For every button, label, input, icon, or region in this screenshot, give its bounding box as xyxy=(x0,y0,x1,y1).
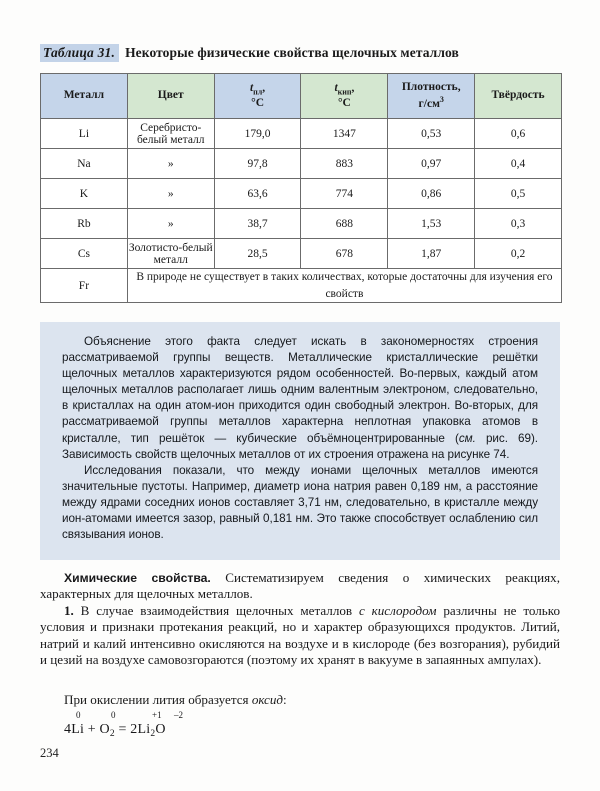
header-metal: Металл xyxy=(41,74,128,119)
explanation-paragraph-1 xyxy=(40,322,560,463)
explanation-p1-emphasis: см. xyxy=(458,431,476,445)
equation-intro-part-a: При окислении лития образуется xyxy=(64,692,252,707)
table-caption-text: Некоторые физические свойства щелочных металлов xyxy=(125,45,459,60)
cell-metal: Rb xyxy=(41,209,128,239)
header-melting-unit: °C xyxy=(251,96,265,109)
cell-melting-point: 179,0 xyxy=(214,119,301,149)
header-boiling-unit: °C xyxy=(337,96,351,109)
cell-metal: K xyxy=(41,179,128,209)
properties-table-wrapper xyxy=(40,73,562,303)
table-caption-label: Таблица 31. xyxy=(40,44,119,62)
cell-availability-note: В природе не существует в таких количествах, которые достаточны для изучения его свойств xyxy=(127,269,561,303)
header-boiling-point: $t_{кип}$, °C xyxy=(301,74,388,119)
cell-melting-point: 63,6 xyxy=(214,179,301,209)
item-1-part-a: В случае взаимодействия щелочных металлов xyxy=(73,602,359,618)
table-header-row xyxy=(41,74,562,119)
cell-color: » xyxy=(127,149,214,179)
oxidation-state-li-product: +1 xyxy=(152,710,162,720)
explanation-paragraph-2: Исследования показали, что между ионами щелочных металлов имеются значительные пустоты. Например, диаметр иона натрия равен 0,189 нм, а расстояние между ядрами соседних ионов составляет 3,71 нм, следовательно, в кристалле между ион-атомами имеется зазор, равный 0,181 нм. Это также способствует ослаблению сил связывания ионов. xyxy=(62,463,538,542)
page-number: 234 xyxy=(40,746,59,760)
cell-hardness: 0,2 xyxy=(475,239,562,269)
cell-density: 1,53 xyxy=(388,209,475,239)
oxidation-state-o-product: –2 xyxy=(174,710,183,720)
oxidation-state-li-left: 0 xyxy=(76,710,81,720)
cell-density: 0,53 xyxy=(388,119,475,149)
table-caption xyxy=(40,44,560,64)
oxidation-states-row xyxy=(64,710,183,721)
cell-boiling-point: 774 xyxy=(301,179,388,209)
header-density-line2: г/см xyxy=(418,97,440,110)
equation-o2-subscript: 2 xyxy=(109,729,115,739)
table-row xyxy=(41,179,562,209)
equation-product-tail: O xyxy=(155,722,166,737)
header-boiling-subscript: кип xyxy=(337,87,352,97)
cell-hardness: 0,5 xyxy=(475,179,562,209)
chemical-properties-section xyxy=(40,570,560,668)
cell-color: Серебристо-белый металл xyxy=(127,119,214,149)
cell-metal: Cs xyxy=(41,239,128,269)
equation-reactants: 4Li + O xyxy=(64,722,110,737)
cell-color: Золотисто-белый металл xyxy=(127,239,214,269)
equation-intro xyxy=(40,692,560,708)
table-row-note xyxy=(41,269,562,303)
cell-hardness: 0,4 xyxy=(475,149,562,179)
header-color: Цвет xyxy=(127,74,214,119)
cell-boiling-point: 1347 xyxy=(301,119,388,149)
cell-density: 0,86 xyxy=(388,179,475,209)
item-1-number: 1. xyxy=(64,602,74,618)
equation-intro-part-b: : xyxy=(283,692,287,707)
cell-metal: Na xyxy=(41,149,128,179)
chemical-properties-heading: Химические свойства. xyxy=(64,571,211,585)
cell-melting-point: 38,7 xyxy=(214,209,301,239)
header-density xyxy=(388,74,475,119)
explanation-p1-part-b: рис. 69). Зависимость свойств щелочных металлов от их строения отражена на рисунке 74. xyxy=(62,431,538,461)
cell-boiling-point: 688 xyxy=(301,209,388,239)
header-melting-symbol: t xyxy=(249,82,254,95)
numbered-item-1 xyxy=(40,603,560,669)
header-density-exponent: 3 xyxy=(439,94,444,104)
equation-formula-row xyxy=(64,721,166,743)
header-melting-point: $t_{пл}$, °C xyxy=(214,74,301,119)
chemical-properties-intro-text: Систематизируем сведения о химических реакциях, характерных для щелочных металлов. xyxy=(40,570,560,602)
cell-metal: Li xyxy=(41,119,128,149)
chemical-properties-intro xyxy=(40,570,560,603)
cell-density: 1,87 xyxy=(388,239,475,269)
table-row xyxy=(41,209,562,239)
cell-hardness: 0,6 xyxy=(475,119,562,149)
cell-boiling-point: 883 xyxy=(301,149,388,179)
header-melting-subscript: пл xyxy=(253,87,263,97)
cell-hardness: 0,3 xyxy=(475,209,562,239)
header-density-line1: Плотность, xyxy=(401,81,461,94)
table-row xyxy=(41,149,562,179)
cell-melting-point: 28,5 xyxy=(214,239,301,269)
item-1-emphasis: с кислородом xyxy=(358,602,437,618)
explanation-callout-block xyxy=(40,322,560,560)
explanation-p1-part-a: Объяснение этого факта следует искать в закономерностях строения рассматриваемой группы веществ. Металлические кристаллические решётки щелочных металлов характеризуются рядом особенностей. Во-первых, каждый атом щелочных металлов располагает лишь одним валентным электроном, следовательно, в кристаллах на один атом-ион приходится один свободный электрон. Во-вторых, для рассматриваемой группы металлов характерна неплотная упаковка атомов в кристалле, тип решёток — кубические объёмноцентрированные ( xyxy=(62,335,538,445)
oxidation-state-o2: 0 xyxy=(111,710,116,720)
equation-operator: = 2Li xyxy=(114,722,151,737)
cell-metal: Fr xyxy=(41,269,128,303)
table-row xyxy=(41,119,562,149)
table-body xyxy=(41,119,562,303)
item-1-part-b: различны не только условия и признаки протекания реакций, но и характер образующихся продуктов. Литий, натрий и калий интенсивно окисляются на воздухе и в кислороде (без возгорания), рубидий и цезий на воздухе самовозгораются (поэтому их хранят в вакууме в запаянных ампулах). xyxy=(40,602,561,668)
equation-li2-subscript: 2 xyxy=(150,729,156,739)
cell-boiling-point: 678 xyxy=(301,239,388,269)
table-header xyxy=(41,74,562,119)
header-hardness: Твёрдость xyxy=(475,74,562,119)
table-row xyxy=(41,239,562,269)
header-boiling-symbol: t xyxy=(334,82,338,95)
alkali-metals-properties-table xyxy=(40,73,562,303)
chemical-equation-lithium-oxidation xyxy=(64,710,183,743)
equation-intro-emphasis: оксид xyxy=(251,692,284,707)
cell-color: » xyxy=(127,179,214,209)
cell-melting-point: 97,8 xyxy=(214,149,301,179)
cell-density: 0,97 xyxy=(388,149,475,179)
cell-color: » xyxy=(127,209,214,239)
